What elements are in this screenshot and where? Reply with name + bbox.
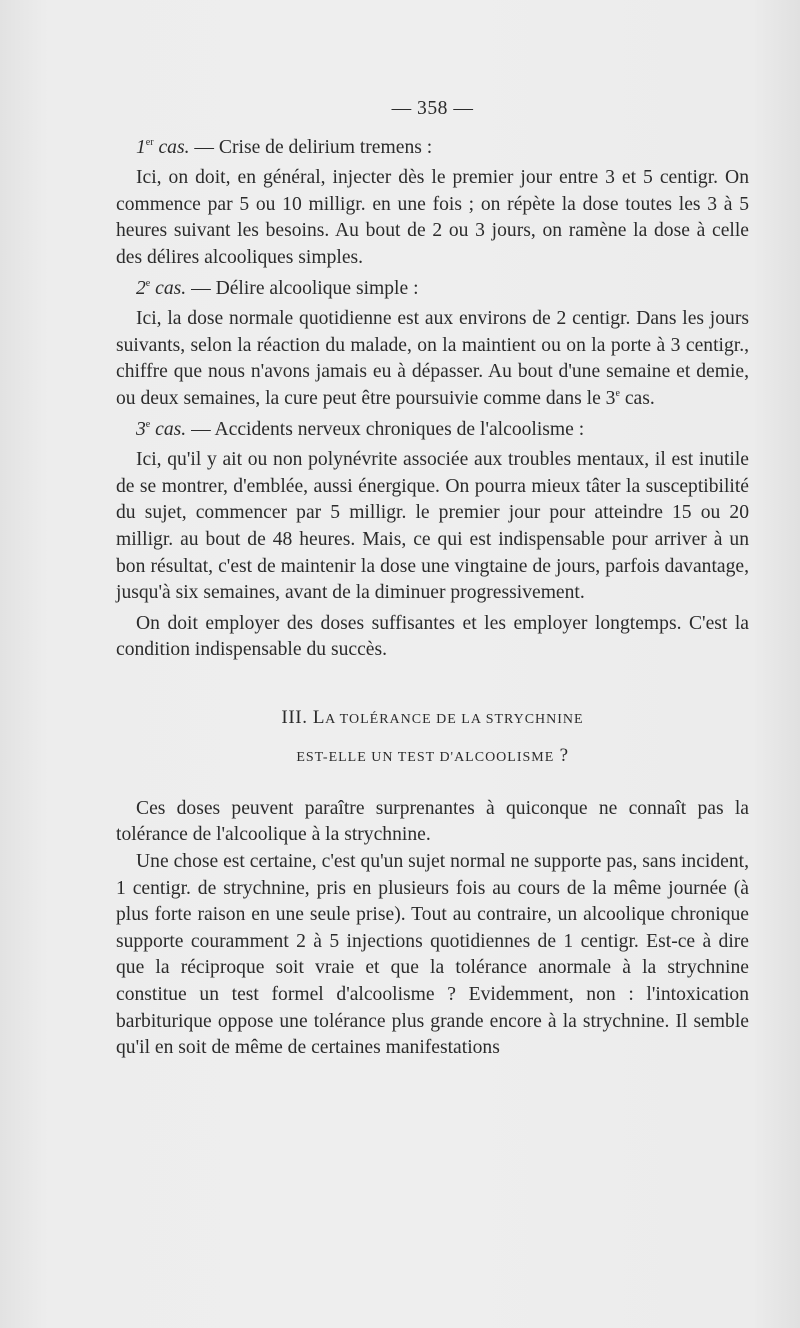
section-title-line-1: A TOLÉRANCE DE LA STRYCHNINE (325, 711, 584, 727)
case-2-number: 2 (136, 277, 146, 299)
case-3-title: — Accidents nerveux chroniques de l'alcoolisme : (186, 418, 585, 440)
paragraph-4: On doit employer des doses suffisantes et les employer longtemps. C'est la condition indispensable du succès. (116, 612, 749, 661)
page-number: — 358 — (391, 98, 474, 119)
case-2-heading (116, 276, 749, 303)
case-1-label: cas. (158, 136, 190, 158)
paragraph-2-text: Ici, la dose normale quotidienne est aux environs de 2 centigr. Dans les jours suivants, selon la réaction du malade, on la maintient ou on la porte à 3 centigr., chiffre que nous n'avons jamais eu à dépasser. Au bout d'une semaine et demie, ou deux semaines, la cure peut être poursuivie comme dans le 3 (116, 308, 749, 409)
paragraph-5: Ces doses peuvent paraître surprenantes à quiconque ne connaît pas la tolérance de l'alcoolique à la strychnine. (116, 797, 749, 846)
case-2-superscript: e (145, 277, 151, 289)
case-3-number: 3 (136, 418, 146, 440)
paragraph-2 (116, 306, 749, 412)
case-2-title: — Délire alcoolique simple : (186, 277, 419, 299)
page-text-block (116, 96, 749, 1062)
case-2-label: cas. (155, 277, 187, 299)
case-1-superscript: er (145, 136, 154, 148)
paragraph-2-tail: cas. (619, 387, 655, 409)
case-3-label: cas. (155, 418, 187, 440)
case-3-heading (116, 417, 749, 444)
section-title-end: ? (554, 744, 569, 766)
section-number: III. L (281, 706, 326, 728)
section-title-line-2: EST-ELLE UN TEST D'ALCOOLISME (296, 749, 555, 765)
paragraph-2-superscript: e (615, 387, 620, 399)
case-1-heading (116, 135, 749, 162)
case-1-number: 1 (136, 136, 146, 158)
paragraph-3: Ici, qu'il y ait ou non polynévrite associée aux troubles mentaux, il est inutile de se montrer, d'emblée, aussi énergique. On pourra mieux tâter la susceptibilité du sujet, commencer par 5 milligr. le premier jour pour atteindre 15 ou 20 milligr. au bout de 48 heures. Mais, ce qui est indispensable pour arriver à un bon résultat, c'est de maintenir la dose une vingtaine de jours, parfois davantage, jusqu'à six semaines, avant de la diminuer progressivement. (116, 449, 749, 604)
case-3-superscript: e (145, 418, 151, 430)
section-heading (116, 700, 749, 776)
paragraph-1: Ici, on doit, en général, injecter dès le premier jour entre 3 et 5 centigr. On commence par 5 ou 10 milligr. en une fois ; on répète la dose toutes les 3 à 5 heures suivant les besoins. Au bout de 2 ou 3 jours, on ramène la dose à celle des délires alcooliques simples. (116, 167, 749, 268)
case-1-title: — Crise de delirium tremens : (189, 136, 433, 158)
paragraph-6: Une chose est certaine, c'est qu'un sujet normal ne supporte pas, sans incident, 1 centigr. de strychnine, pris en plusieurs fois au cours de la même journée (à plus forte raison en une seule prise). Tout au contraire, un alcoolique chronique supporte couramment 2 à 5 injections quotidiennes de 1 centigr. Est-ce à dire que la réciproque soit vraie et que la tolérance anormale à la strychnine constitue un test formel d'alcoolisme ? Evidemment, non : l'intoxication barbiturique oppose une tolérance plus grande encore à la strychnine. Il semble qu'il en soit de même de certaines manifestations (116, 851, 749, 1059)
